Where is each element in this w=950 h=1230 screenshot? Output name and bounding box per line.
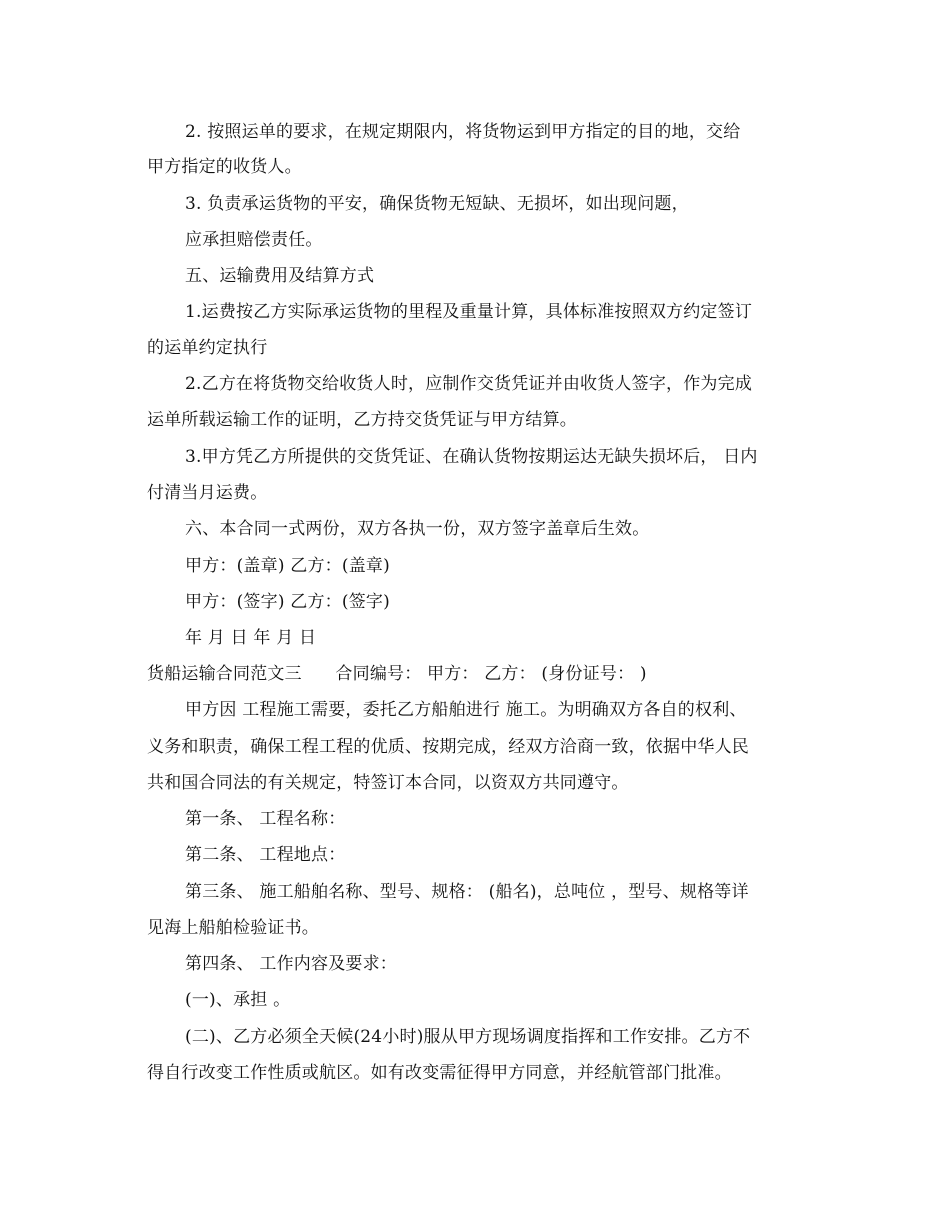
- text-line: 运单所载运输工作的证明，乙方持交货凭证与甲方结算。: [147, 410, 577, 430]
- text-line: (一)、承担 。: [185, 990, 291, 1010]
- text-line: 3. 负责承运货物的平安，确保货物无短缺、无损坏，如出现问题，: [185, 194, 689, 214]
- text-line: 付清当月运费。: [147, 483, 268, 503]
- article-heading: 第一条、 工程名称：: [185, 809, 346, 829]
- text-line: 义务和职责，确保工程工程的优质、按期完成，经双方洽商一致，依据中华人民: [147, 737, 749, 757]
- signature-line: 甲方：(签字) 乙方：(签字): [185, 592, 390, 612]
- text-line: 见海上船舶检验证书。: [147, 918, 319, 938]
- text-line: 2. 按照运单的要求，在规定期限内，将货物运到甲方指定的目的地，交给: [185, 122, 741, 142]
- section-heading: 六、本合同一式两份，双方各执一份，双方签字盖章后生效。: [185, 519, 650, 539]
- text-line: (二)、乙方必须全天候(24小时)服从甲方现场调度指挥和工作安排。乙方不: [185, 1027, 751, 1047]
- text-line: 应承担赔偿责任。: [185, 230, 323, 250]
- text-line: 得自行改变工作性质或航区。如有改变需征得甲方同意，并经航管部门批准。: [147, 1063, 732, 1083]
- text-line: 的运单约定执行: [147, 338, 268, 358]
- text-line: 甲方因 工程施工需要，委托乙方船舶进行 施工。为明确双方各自的权利、: [185, 700, 747, 720]
- article-heading: 第四条、 工作内容及要求：: [185, 954, 398, 974]
- date-line: 年 月 日 年 月 日: [185, 628, 317, 648]
- text-line: 2.乙方在将货物交给收货人时，应制作交货凭证并由收货人签字，作为完成: [185, 374, 753, 394]
- signature-line: 甲方：(盖章) 乙方：(盖章): [185, 556, 390, 576]
- document-title-line: 货船运输合同范文三 合同编号： 甲方： 乙方： (身份证号： ): [147, 664, 647, 684]
- section-heading: 五、运输费用及结算方式: [185, 266, 375, 286]
- text-line: 3.甲方凭乙方所提供的交货凭证、在确认货物按期运达无缺失损坏后， 日内: [185, 447, 758, 467]
- article-heading: 第二条、 工程地点：: [185, 845, 346, 865]
- text-line: 甲方指定的收货人。: [147, 157, 302, 177]
- text-line: 1.运费按乙方实际承运货物的里程及重量计算，具体标准按照双方约定签订: [185, 302, 753, 322]
- text-line: 共和国合同法的有关规定，特签订本合同，以资双方共同遵守。: [147, 773, 629, 793]
- article-heading: 第三条、 施工船舶名称、型号、规格： (船名)，总吨位 ，型号、规格等详: [185, 882, 749, 902]
